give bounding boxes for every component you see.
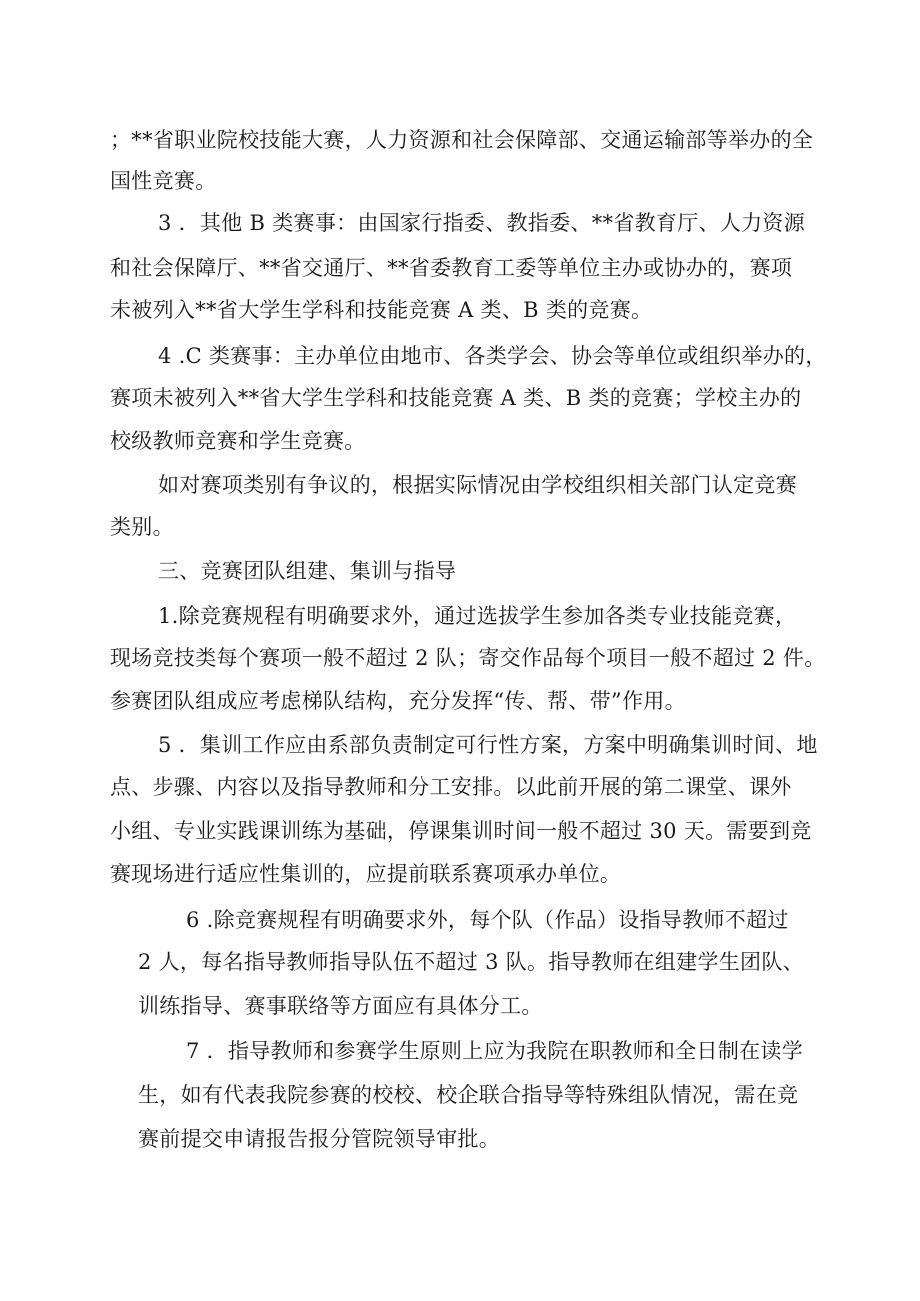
text-line: 现场竞技类每个赛项一般不超过 2 队；寄交作品每个项目一般不超过 2 件。 [110,646,826,670]
text-line: 6 .除竞赛规程有明确要求外，每个队（作品）设指导教师不超过 [186,908,789,932]
text-line: 类别。 [110,515,174,539]
text-line: 赛现场进行适应性集训的，应提前联系赛项承办单位。 [110,862,622,886]
text-line: 校级教师竞赛和学生竞赛。 [110,429,366,453]
text-line: 点、步骤、内容以及指导教师和分工安排。以此前开展的第二课堂、课外 [110,775,792,799]
text-line: 国性竞赛。 [110,169,217,193]
text-line: 2 人，每名指导教师指导队伍不超过 3 队。指导教师在组建学生团队、 [138,950,804,974]
text-line: 如对赛项类别有争议的，根据实际情况由学校组织相关部门认定竞赛 [158,473,797,497]
text-line: 生，如有代表我院参赛的校校、校企联合指导等特殊组队情况，需在竞 [138,1083,799,1107]
text-line: 7 ．指导教师和参赛学生原则上应为我院在职教师和全日制在读学 [186,1039,804,1063]
text-line: 赛项未被列入**省大学生学科和技能竞赛 A 类、B 类的竞赛；学校主办的 [110,386,802,410]
text-line: 5 ．集训工作应由系部负责制定可行性方案，方案中明确集训时间、地 [158,733,818,757]
text-line: 未被列入**省大学生学科和技能竞赛 A 类、B 类的竞赛。 [110,298,653,322]
text-line: 赛前提交申请报告报分管院领导审批。 [138,1127,501,1151]
section-heading: 三、竞赛团队组建、集训与指导 [158,559,457,583]
text-line: 训练指导、赛事联络等方面应有具体分工。 [138,994,543,1018]
text-line: 1.除竞赛规程有明确要求外，通过选拔学生参加各类专业技能竞赛， [158,604,797,628]
text-line: ；**省职业院校技能大赛，人力资源和社会保障部、交通运输部等举办的全 [110,128,814,152]
text-line: 和社会保障厅、**省交通厅、**省委教育工委等单位主办或协办的，赛项 [110,256,793,280]
text-line: 小组、专业实践课训练为基础，停课集训时间一般不超过 30 天。需要到竞 [110,819,812,843]
text-line: 参赛团队组成应考虑梯队结构，充分发挥“传、帮、带”作用。 [110,689,686,713]
text-line: 3 ．其他 B 类赛事：由国家行指委、教指委、**省教育厅、人力资源 [158,211,806,235]
text-line: 4 .C 类赛事：主办单位由地市、各类学会、协会等单位或组织举办的， [158,344,827,368]
